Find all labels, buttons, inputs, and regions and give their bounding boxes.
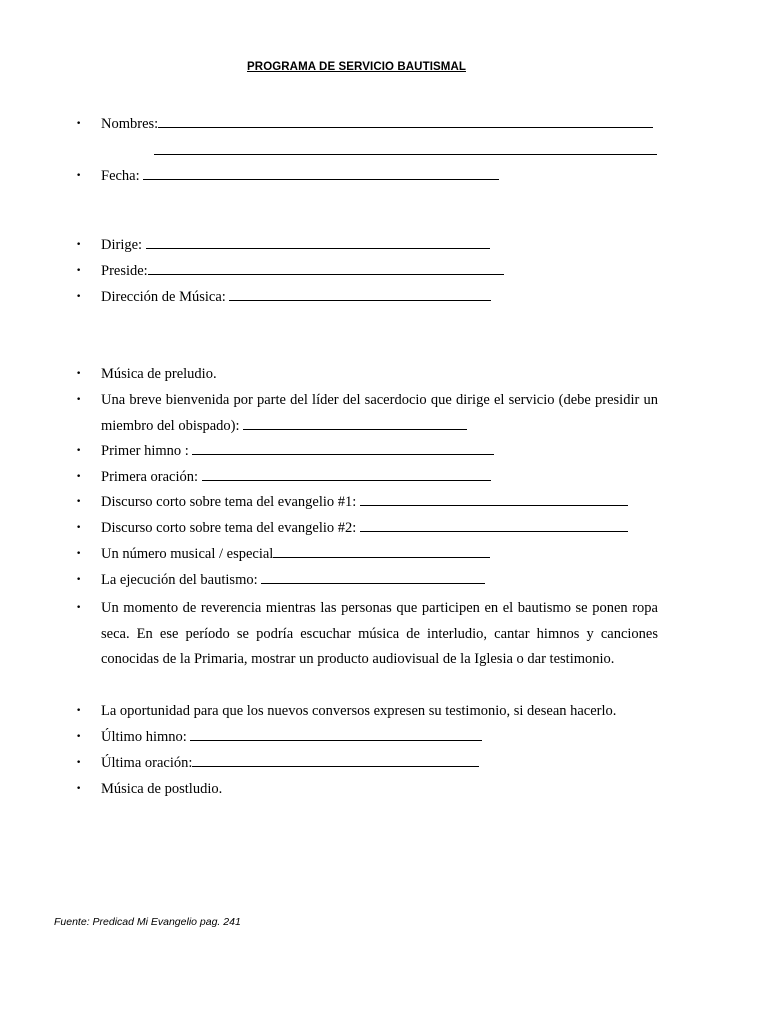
bullet: • — [76, 523, 82, 533]
program-item-primer-himno — [76, 439, 494, 465]
blank-line[interactable] — [360, 490, 628, 506]
bullet: • — [76, 472, 82, 482]
program-item-text: Última oración: — [101, 755, 193, 771]
blank-line[interactable] — [146, 233, 490, 249]
blank-line-continuation[interactable] — [154, 154, 657, 155]
program-item-text: Primera oración: — [101, 469, 199, 485]
program-item-preludio — [76, 362, 217, 388]
bullet: • — [76, 240, 82, 250]
program-item-text: Un número musical / especial — [101, 546, 274, 562]
field-preside — [76, 259, 504, 285]
bullet: • — [76, 732, 82, 742]
blank-line[interactable] — [229, 285, 491, 301]
blank-line[interactable] — [360, 516, 628, 532]
bullet: • — [76, 575, 82, 585]
program-item-bienvenida — [76, 388, 658, 439]
program-item-text: Música de preludio. — [101, 366, 217, 382]
bullet: • — [76, 758, 82, 768]
field-label: Dirección de Música: — [101, 289, 226, 305]
field-nombres — [76, 112, 653, 138]
program-item-ultima-oracion — [76, 751, 479, 777]
program-item-postludio — [76, 777, 223, 803]
program-item-numero-musical — [76, 542, 490, 568]
blank-line[interactable] — [192, 751, 479, 767]
bullet: • — [76, 446, 82, 456]
field-fecha — [76, 164, 499, 190]
program-item-text: Un momento de reverencia mientras las personas que participen en el bautismo se ponen ropa seca. En ese período se podría escuchar música de interludio, cantar himnos y canciones conocidas de la Primaria, mostrar un producto audiovisual de la Iglesia o dar testimonio. — [101, 600, 658, 667]
program-item-primera-oracion — [76, 465, 491, 491]
bullet: • — [76, 292, 82, 302]
bullet: • — [76, 549, 82, 559]
blank-line[interactable] — [261, 568, 485, 584]
field-direccion-musica — [76, 285, 491, 311]
program-item-discurso-1 — [76, 490, 628, 516]
blank-line[interactable] — [192, 439, 494, 455]
program-item-ultimo-himno — [76, 725, 482, 751]
program-item-text: Último himno: — [101, 729, 187, 745]
bullet: • — [76, 395, 82, 405]
field-label: Fecha: — [101, 168, 140, 184]
blank-line[interactable] — [158, 112, 653, 128]
bullet: • — [76, 119, 82, 129]
field-label: Preside: — [101, 263, 148, 279]
source-footnote: Fuente: Predicad Mi Evangelio pag. 241 — [54, 916, 241, 928]
program-item-reverencia — [76, 596, 658, 673]
program-item-text: La ejecución del bautismo: — [101, 572, 258, 588]
bullet: • — [76, 603, 82, 613]
program-item-discurso-2 — [76, 516, 628, 542]
blank-line[interactable] — [202, 465, 491, 481]
program-item-text: La oportunidad para que los nuevos conversos expresen su testimonio, si desean hacerlo. — [101, 703, 617, 719]
field-label: Nombres: — [101, 116, 159, 132]
bullet: • — [76, 369, 82, 379]
program-item-text: Discurso corto sobre tema del evangelio #1: — [101, 494, 357, 510]
page-title: PROGRAMA DE SERVICIO BAUTISMAL — [247, 61, 466, 73]
program-item-testimonio — [76, 699, 617, 725]
program-item-text: Música de postludio. — [101, 781, 223, 797]
blank-line[interactable] — [190, 725, 482, 741]
program-item-text: Una breve bienvenida por parte del líder del sacerdocio que dirige el servicio (debe presidir un miembro del obispado): — [101, 392, 658, 434]
bullet: • — [76, 266, 82, 276]
field-dirige — [76, 233, 490, 259]
bullet: • — [76, 497, 82, 507]
bullet: • — [76, 706, 82, 716]
blank-line[interactable] — [148, 259, 504, 275]
blank-line[interactable] — [143, 164, 499, 180]
field-label: Dirige: — [101, 237, 143, 253]
program-item-ejecucion — [76, 568, 485, 594]
program-item-text: Discurso corto sobre tema del evangelio #2: — [101, 520, 357, 536]
bullet: • — [76, 784, 82, 794]
blank-line[interactable] — [243, 414, 467, 430]
program-item-text: Primer himno : — [101, 443, 189, 459]
blank-line[interactable] — [273, 542, 490, 558]
bullet: • — [76, 171, 82, 181]
